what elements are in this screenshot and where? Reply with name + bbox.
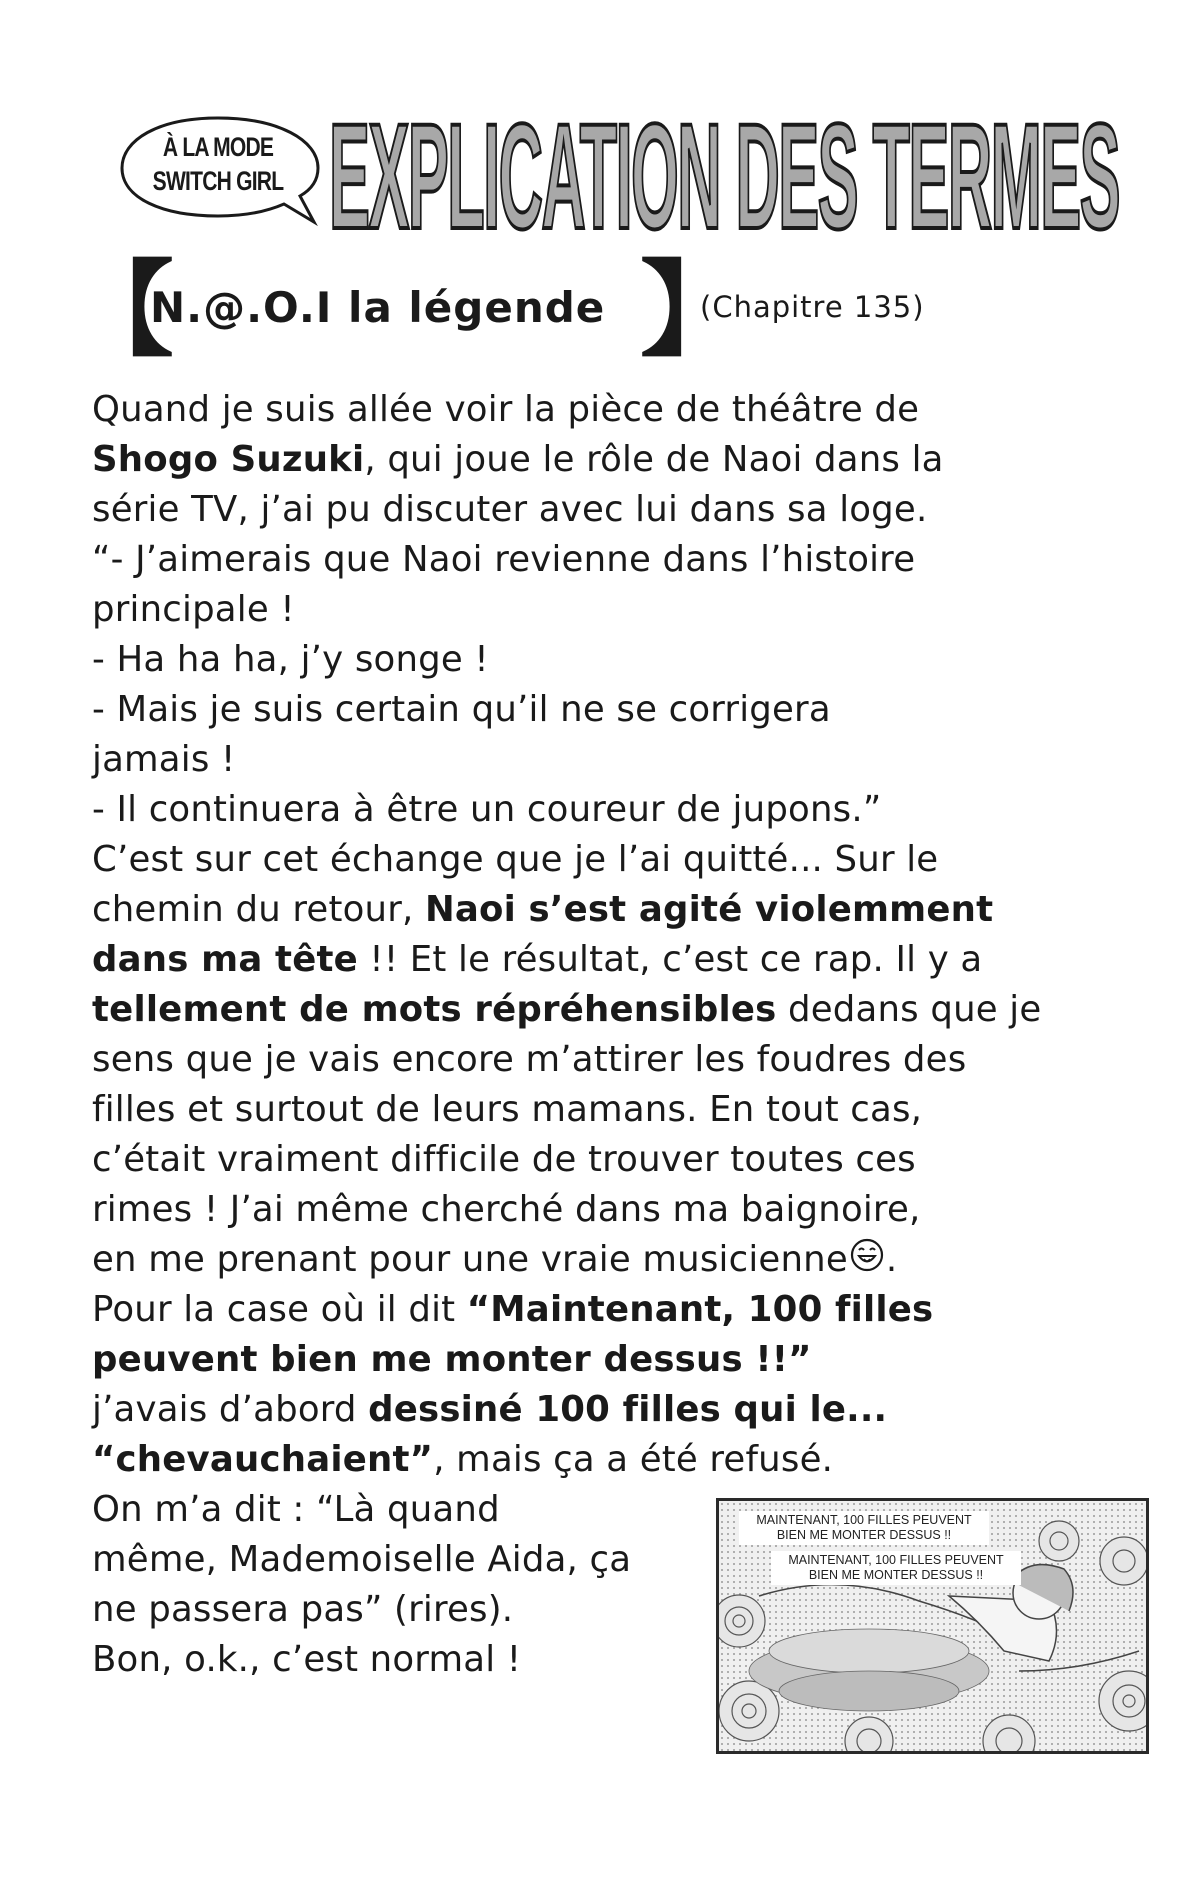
body-text: [92, 385, 1132, 1685]
panel-caption-line: BIEN ME MONTER DESSUS !!: [808, 1568, 984, 1582]
series-logo-bubble: [118, 112, 318, 222]
panel-caption: [771, 1551, 1021, 1585]
page-title-text: EXPLICATION DES TERMES: [329, 92, 1119, 256]
text-line: principale !: [92, 589, 295, 630]
emphasis-text: peuvent bien me monter dessus !!”: [92, 1339, 812, 1380]
page-title: [325, 86, 1125, 256]
text-line: Quand je suis allée voir la pièce de théâtre de: [92, 389, 920, 430]
emphasis-text: dessiné 100 filles qui le...: [368, 1389, 888, 1430]
text-line: Bon, o.k., c’est normal !: [92, 1639, 522, 1680]
panel-caption-line: BIEN ME MONTER DESSUS !!: [776, 1528, 952, 1542]
series-name-line-1: À LA MODE: [162, 132, 274, 162]
emphasis-text: “Maintenant, 100 filles: [466, 1289, 934, 1330]
chapter-reference: (Chapitre 135): [700, 290, 925, 324]
text-line: Pour la case où il dit “Maintenant, 100 filles: [92, 1289, 934, 1330]
series-name: [140, 130, 296, 198]
crowd-of-girls: [749, 1629, 989, 1711]
text-line: ne passera pas” (rires).: [92, 1589, 514, 1630]
text-line: chemin du retour, Naoi s’est agité violemment: [92, 889, 994, 930]
text-line: rimes ! J’ai même cherché dans ma baignoire,: [92, 1189, 921, 1230]
text-line: dans ma tête !! Et le résultat, c’est ce rap. Il y a: [92, 939, 983, 980]
text-line: On m’a dit : “Là quand: [92, 1489, 500, 1530]
text-line: jamais !: [92, 739, 236, 780]
text-line: - Il continuera à être un coureur de jupons.”: [92, 789, 882, 830]
text-line: Shogo Suzuki, qui joue le rôle de Naoi dans la: [92, 439, 944, 480]
text-line: j’avais d’abord dessiné 100 filles qui le...: [92, 1389, 888, 1430]
manga-panel-illustration: [716, 1498, 1149, 1754]
text-line: série TV, j’ai pu discuter avec lui dans sa loge.: [92, 489, 928, 530]
text-line: - Ha ha ha, j’y songe !: [92, 639, 489, 680]
text-line: “- J’aimerais que Naoi revienne dans l’histoire: [92, 539, 916, 580]
panel-caption-line: MAINTENANT, 100 FILLES PEUVENT: [788, 1553, 1004, 1567]
emphasis-text: dans ma tête: [92, 939, 358, 980]
text-line: “chevauchaient”, mais ça a été refusé.: [92, 1439, 834, 1480]
text-line: tellement de mots répréhensibles dedans que je: [92, 989, 1042, 1030]
emphasis-text: Shogo Suzuki: [92, 439, 365, 480]
text-line: C’est sur cet échange que je l’ai quitté... Sur le: [92, 839, 939, 880]
emphasis-text: Naoi s’est agité violemment: [424, 889, 994, 930]
text-line: filles et surtout de leurs mamans. En tout cas,: [92, 1089, 923, 1130]
emphasis-text: “chevauchaient”: [92, 1439, 434, 1480]
heading-bracket-left: 【: [70, 248, 175, 371]
series-name-line-2: SWITCH GIRL: [152, 166, 284, 196]
text-line: c’était vraiment difficile de trouver toutes ces: [92, 1139, 916, 1180]
grinning-face-icon: [850, 1236, 884, 1286]
section-heading: N.@.O.I la légende: [150, 283, 606, 332]
text-line: même, Mademoiselle Aida, ça: [92, 1539, 632, 1580]
text-line: en me prenant pour une vraie musicienne .: [92, 1235, 1132, 1285]
text-line: [92, 1335, 1132, 1385]
emphasis-text: tellement de mots répréhensibles: [92, 989, 777, 1030]
panel-caption: [739, 1511, 989, 1545]
text-line: sens que je vais encore m’attirer les foudres des: [92, 1039, 967, 1080]
heading-bracket-right: 】: [640, 248, 745, 371]
text-line: - Mais je suis certain qu’il ne se corrigera: [92, 689, 831, 730]
panel-caption-line: MAINTENANT, 100 FILLES PEUVENT: [756, 1513, 972, 1527]
